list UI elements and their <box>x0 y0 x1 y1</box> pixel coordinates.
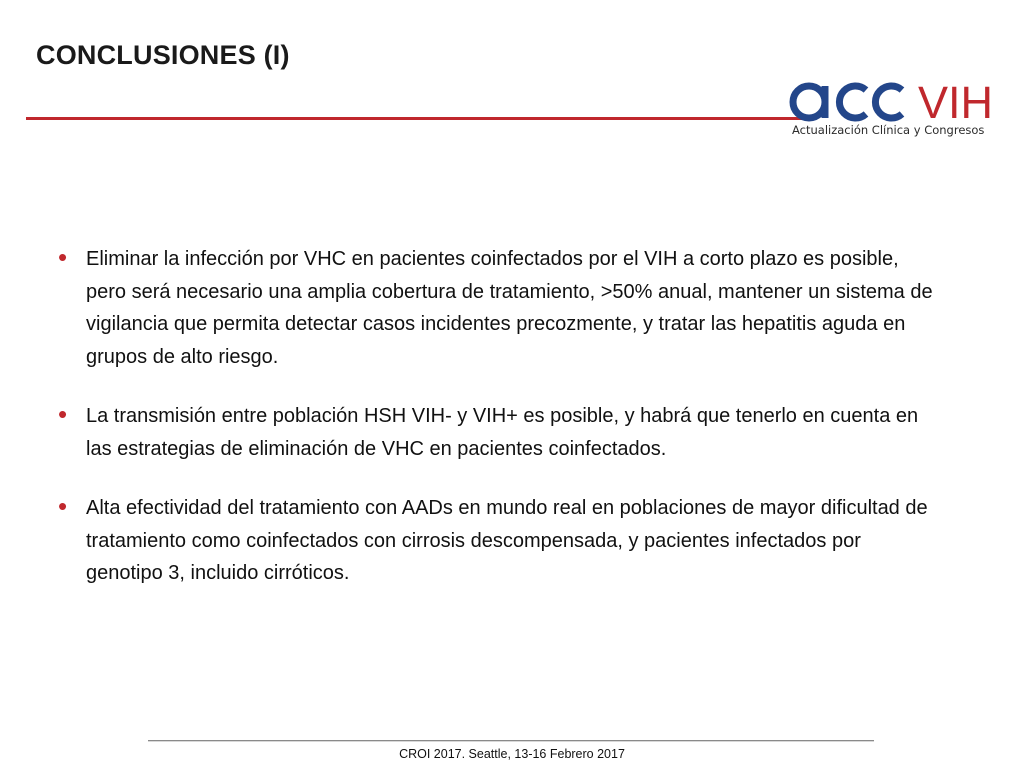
acc-vih-logo <box>788 78 1002 144</box>
bullet-item <box>58 492 938 590</box>
title-divider <box>26 117 806 120</box>
logo-brand-vih: VIH <box>918 78 994 124</box>
logo-tagline: Actualización Clínica y Congresos <box>792 123 985 137</box>
bullet-item <box>58 400 938 465</box>
bullet-item <box>58 243 938 373</box>
bullet-text: Alta efectividad del tratamiento con AADs en mundo real en poblaciones de mayor dificultad de tratamiento como coinfectados con cirrosis descompensada, y pacientes infectados por genotipo 3, incluido cirróticos. <box>86 497 928 584</box>
bullet-dot-icon: • <box>58 242 68 272</box>
slide-title: CONCLUSIONES (I) <box>36 40 290 70</box>
footer-divider <box>148 740 874 741</box>
bullet-dot-icon: • <box>58 491 68 521</box>
footer-citation: CROI 2017. Seattle, 13-16 Febrero 2017 <box>399 747 625 761</box>
bullet-text: La transmisión entre población HSH VIH- y VIH+ es posible, y habrá que tenerlo en cuenta en las estrategias de eliminación de VHC en pacientes coinfectados. <box>86 405 919 460</box>
conclusions-list <box>58 243 938 617</box>
bullet-text: Eliminar la infección por VHC en pacientes coinfectados por el VIH a corto plazo es posible, pero será necesario una amplia cobertura de tratamiento, >50% anual, mantener un sistema de vigilancia que permita detectar casos incidentes precozmente, y tratar las hepatitis aguda en grupos de alto riesgo. <box>86 248 933 368</box>
acc-vih-logo-mark <box>788 78 1002 124</box>
bullet-dot-icon: • <box>58 399 68 429</box>
